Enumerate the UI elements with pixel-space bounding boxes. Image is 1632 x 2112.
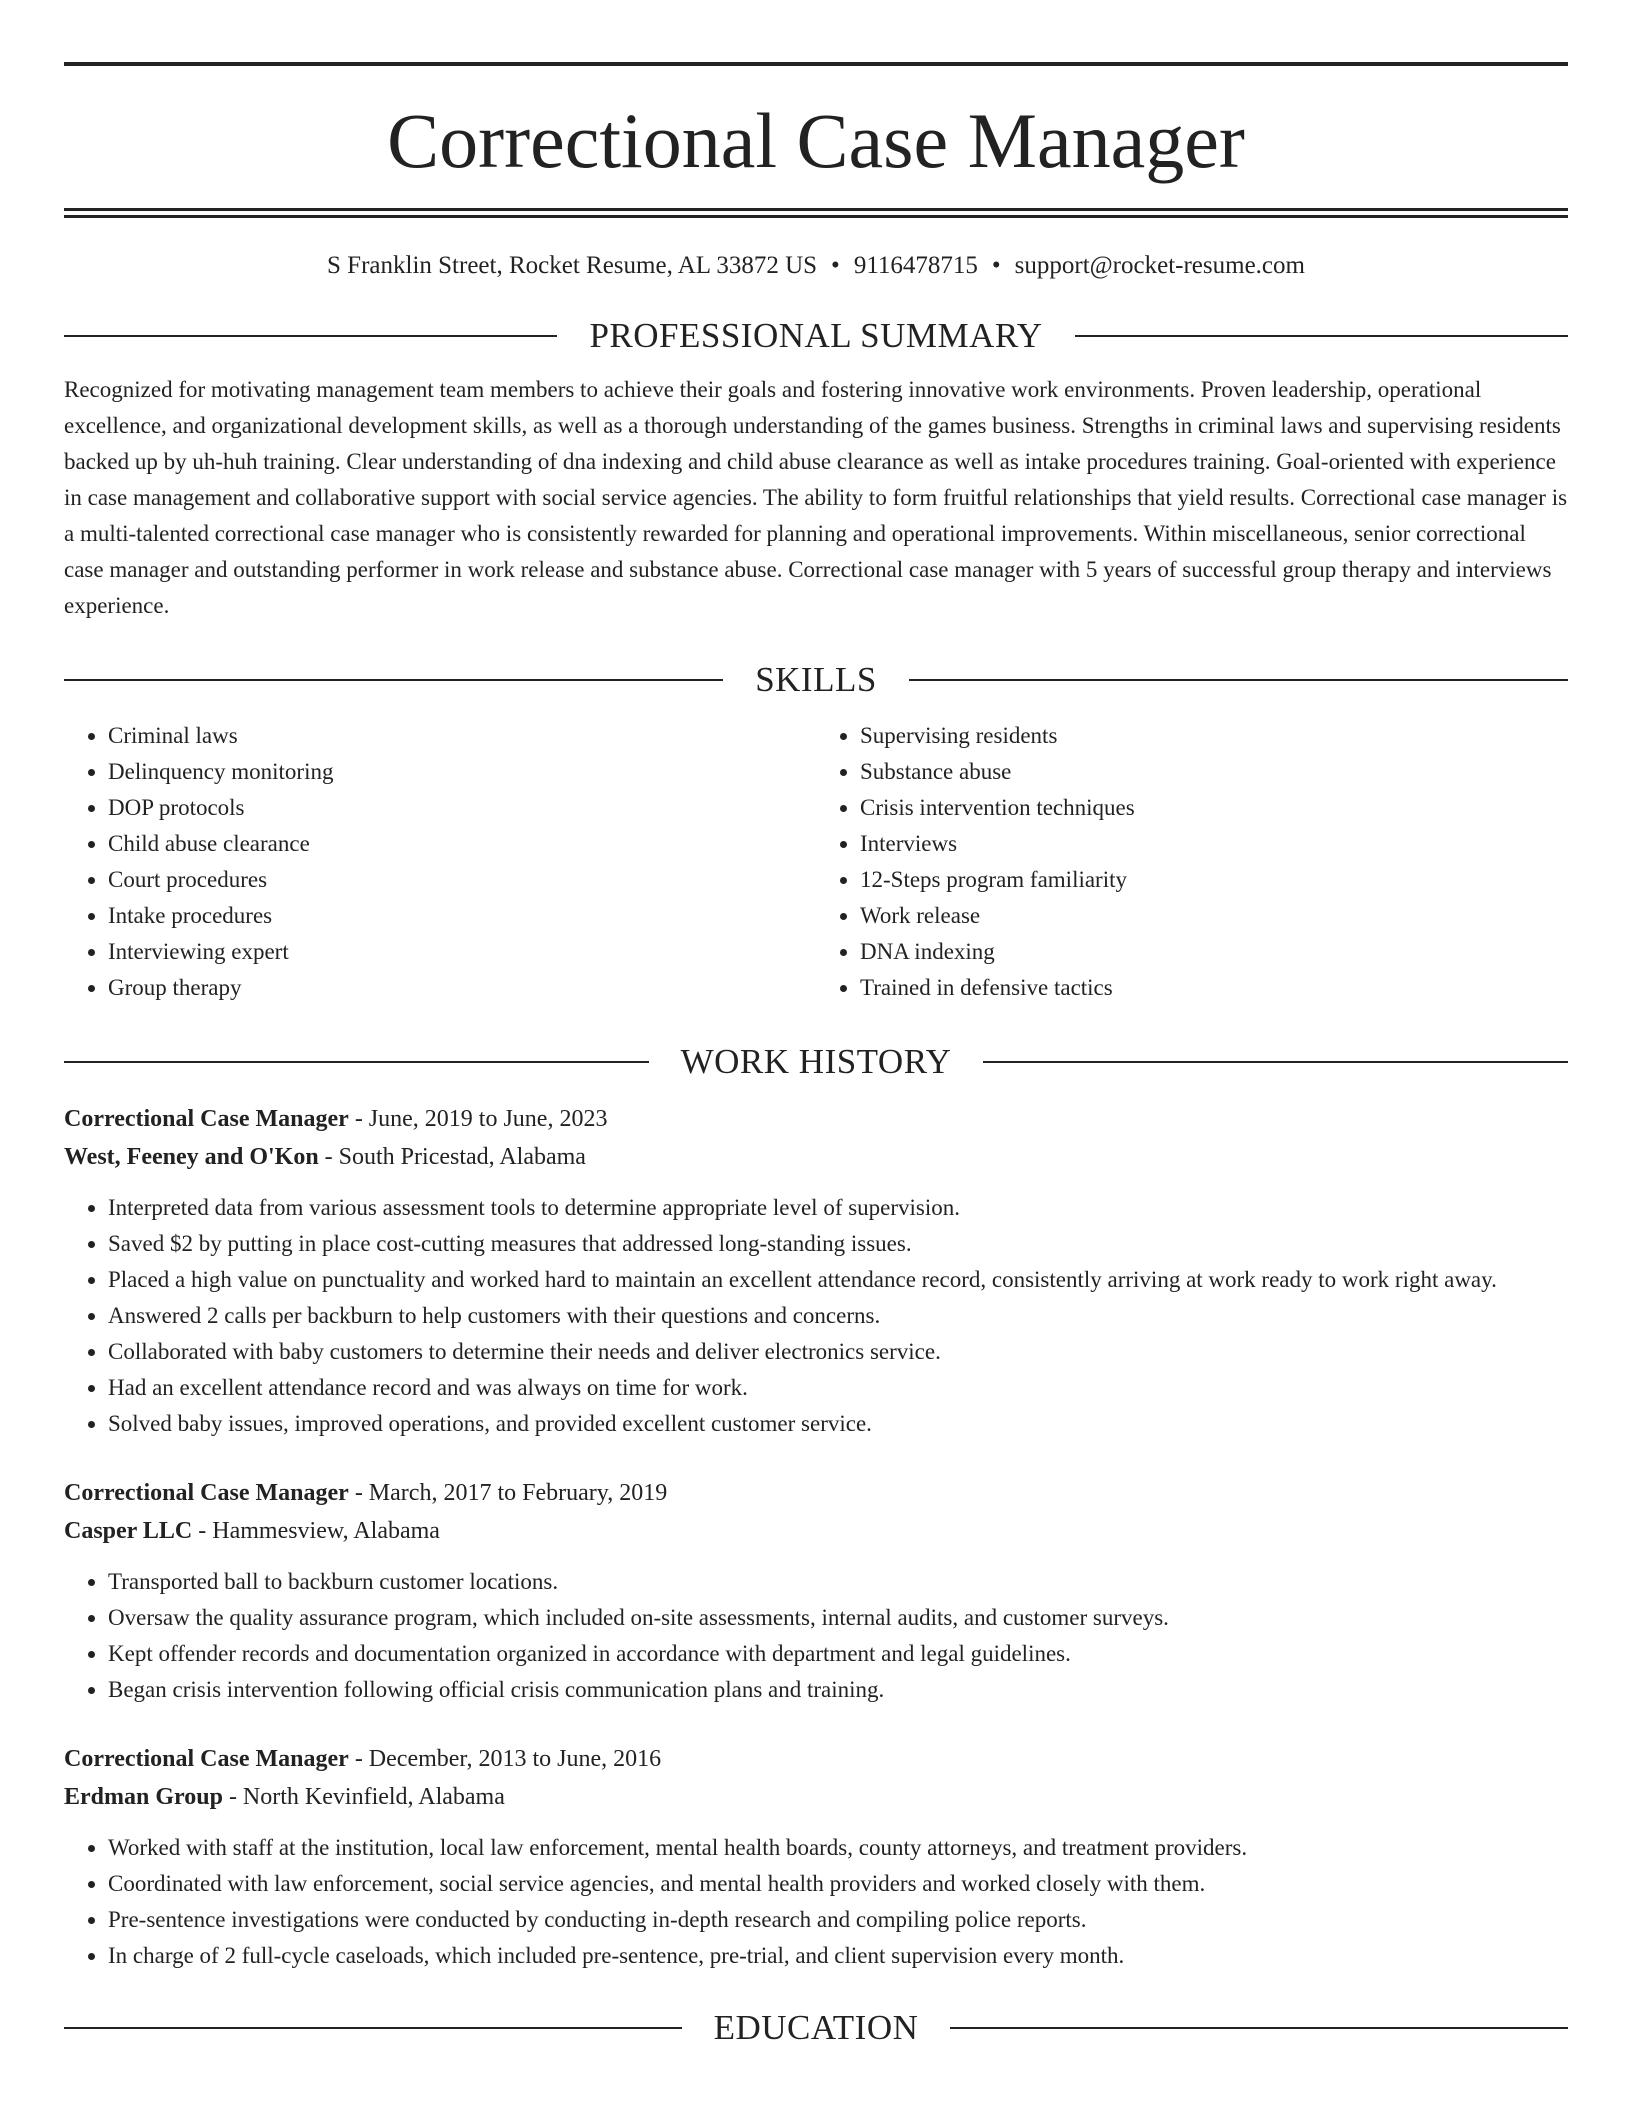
job-bullet: • Coordinated with law enforcement, social service agencies, and mental health providers and worked closely with them. xyxy=(108,1866,1568,1902)
job-company-line xyxy=(64,1138,1568,1176)
job-title-line xyxy=(64,1100,1568,1138)
job-bullet: • Had an excellent attendance record and was always on time for work. xyxy=(108,1370,1568,1406)
skill-item: • Court procedures xyxy=(108,862,816,898)
skill-item: • Trained in defensive tactics xyxy=(860,970,1568,1006)
skills-list xyxy=(64,718,1568,1006)
skill-item: • Criminal laws xyxy=(108,718,816,754)
skill-item: • Interviewing expert xyxy=(108,934,816,970)
work-title: WORK HISTORY xyxy=(680,1042,952,1081)
heading-rule xyxy=(64,1061,649,1063)
job-bullet: • Solved baby issues, improved operations, and provided excellent customer service. xyxy=(108,1406,1568,1442)
job-title-line xyxy=(64,1740,1568,1778)
skills-title: SKILLS xyxy=(755,660,877,699)
work-heading xyxy=(64,1042,1568,1082)
job-dates: - March, 2017 to February, 2019 xyxy=(348,1480,668,1506)
summary-heading xyxy=(64,316,1568,356)
job-entry xyxy=(64,1740,1568,1974)
summary-title: PROFESSIONAL SUMMARY xyxy=(589,316,1043,355)
job-bullet: • Began crisis intervention following official crisis communication plans and training. xyxy=(108,1672,1568,1708)
heading-rule xyxy=(64,335,557,337)
job-bullet: • Placed a high value on punctuality and worked hard to maintain an excellent attendance record, consistently arriving at work ready to work right away. xyxy=(108,1262,1568,1298)
job-company: West, Feeney and O'Kon xyxy=(64,1144,319,1170)
job-company-line xyxy=(64,1512,1568,1550)
job-dates: - June, 2019 to June, 2023 xyxy=(348,1106,608,1132)
skill-item: • 12-Steps program familiarity xyxy=(860,862,1568,898)
education-title: EDUCATION xyxy=(713,2008,919,2047)
skill-item: • Intake procedures xyxy=(108,898,816,934)
skill-item: • Substance abuse xyxy=(860,754,1568,790)
education-heading xyxy=(64,2008,1568,2048)
job-title: Correctional Case Manager xyxy=(64,1746,349,1772)
job-entry xyxy=(64,1100,1568,1442)
skill-item: • Supervising residents xyxy=(860,718,1568,754)
skill-item: • Group therapy xyxy=(108,970,816,1006)
job-title-line xyxy=(64,1474,1568,1512)
contact-address: S Franklin Street, Rocket Resume, AL 33872 US xyxy=(327,252,818,279)
contact-separator: • xyxy=(831,252,840,279)
heading-rule xyxy=(950,2027,1568,2029)
heading-rule xyxy=(1075,335,1568,337)
job-bullet: • Pre-sentence investigations were conducted by conducting in-depth research and compiling police reports. xyxy=(108,1902,1568,1938)
heading-rule xyxy=(64,679,723,681)
skill-item: • DNA indexing xyxy=(860,934,1568,970)
heading-rule xyxy=(909,679,1568,681)
skill-item: • Interviews xyxy=(860,826,1568,862)
skill-item: • Child abuse clearance xyxy=(108,826,816,862)
job-bullet: • Interpreted data from various assessment tools to determine appropriate level of supervision. xyxy=(108,1190,1568,1226)
contact-email[interactable]: support@rocket-resume.com xyxy=(1014,252,1305,279)
job-bullet: • Collaborated with baby customers to determine their needs and deliver electronics service. xyxy=(108,1334,1568,1370)
job-bullet: • Transported ball to backburn customer locations. xyxy=(108,1564,1568,1600)
job-location: - South Pricestad, Alabama xyxy=(318,1144,586,1170)
job-entry xyxy=(64,1474,1568,1708)
summary-text: Recognized for motivating management team members to achieve their goals and fostering innovative work environments. Proven leadership, operational excellence, and organizational development skills, as well as a thorough understanding of the games business. Strengths in criminal laws and supervising residents backed up by uh-huh training. Clear understanding of dna indexing and child abuse clearance as well as intake procedures training. Goal-oriented with experience in case management and collaborative support with social service agencies. The ability to form fruitful relationships that yield results. Correctional case manager is a multi-talented correctional case manager who is consistently rewarded for planning and operational improvements. Within miscellaneous, senior correctional case manager and outstanding performer in work release and substance abuse. Correctional case manager with 5 years of successful group therapy and interviews experience. xyxy=(64,377,1568,618)
job-company-line xyxy=(64,1778,1568,1816)
contact-separator: • xyxy=(991,252,1001,279)
title-double-rule xyxy=(64,208,1568,218)
skills-column-right xyxy=(816,718,1568,1006)
job-title: Correctional Case Manager xyxy=(64,1106,349,1132)
job-bullet: • Answered 2 calls per backburn to help customers with their questions and concerns. xyxy=(108,1298,1568,1334)
job-bullet: • Kept offender records and documentation organized in accordance with department and legal guidelines. xyxy=(108,1636,1568,1672)
job-bullets xyxy=(64,1564,1568,1708)
contact-line xyxy=(64,252,1568,280)
skills-column-left xyxy=(64,718,816,1006)
skills-heading xyxy=(64,660,1568,700)
contact-phone[interactable]: 9116478715 xyxy=(853,252,978,279)
job-bullets xyxy=(64,1830,1568,1974)
heading-rule xyxy=(983,1061,1568,1063)
job-bullet: • Worked with staff at the institution, local law enforcement, mental health boards, county attorneys, and treatment providers. xyxy=(108,1830,1568,1866)
job-location: - North Kevinfield, Alabama xyxy=(222,1784,505,1810)
job-dates: - December, 2013 to June, 2016 xyxy=(348,1746,662,1772)
heading-rule xyxy=(64,2027,682,2029)
job-company: Erdman Group xyxy=(64,1784,223,1810)
skill-item: • Work release xyxy=(860,898,1568,934)
job-bullet: • Saved $2 by putting in place cost-cutting measures that addressed long-standing issues. xyxy=(108,1226,1568,1262)
skill-item: • Crisis intervention techniques xyxy=(860,790,1568,826)
job-title: Correctional Case Manager xyxy=(64,1480,349,1506)
page-title: Correctional Case Manager xyxy=(387,97,1245,184)
skill-item: • DOP protocols xyxy=(108,790,816,826)
skill-item: • Delinquency monitoring xyxy=(108,754,816,790)
job-bullets xyxy=(64,1190,1568,1442)
job-bullet: • In charge of 2 full-cycle caseloads, which included pre-sentence, pre-trial, and client supervision every month. xyxy=(108,1938,1568,1974)
job-bullet: • Oversaw the quality assurance program, which included on-site assessments, internal audits, and customer surveys. xyxy=(108,1600,1568,1636)
job-location: - Hammesview, Alabama xyxy=(192,1518,440,1544)
top-rule xyxy=(64,62,1568,66)
job-company: Casper LLC xyxy=(64,1518,193,1544)
